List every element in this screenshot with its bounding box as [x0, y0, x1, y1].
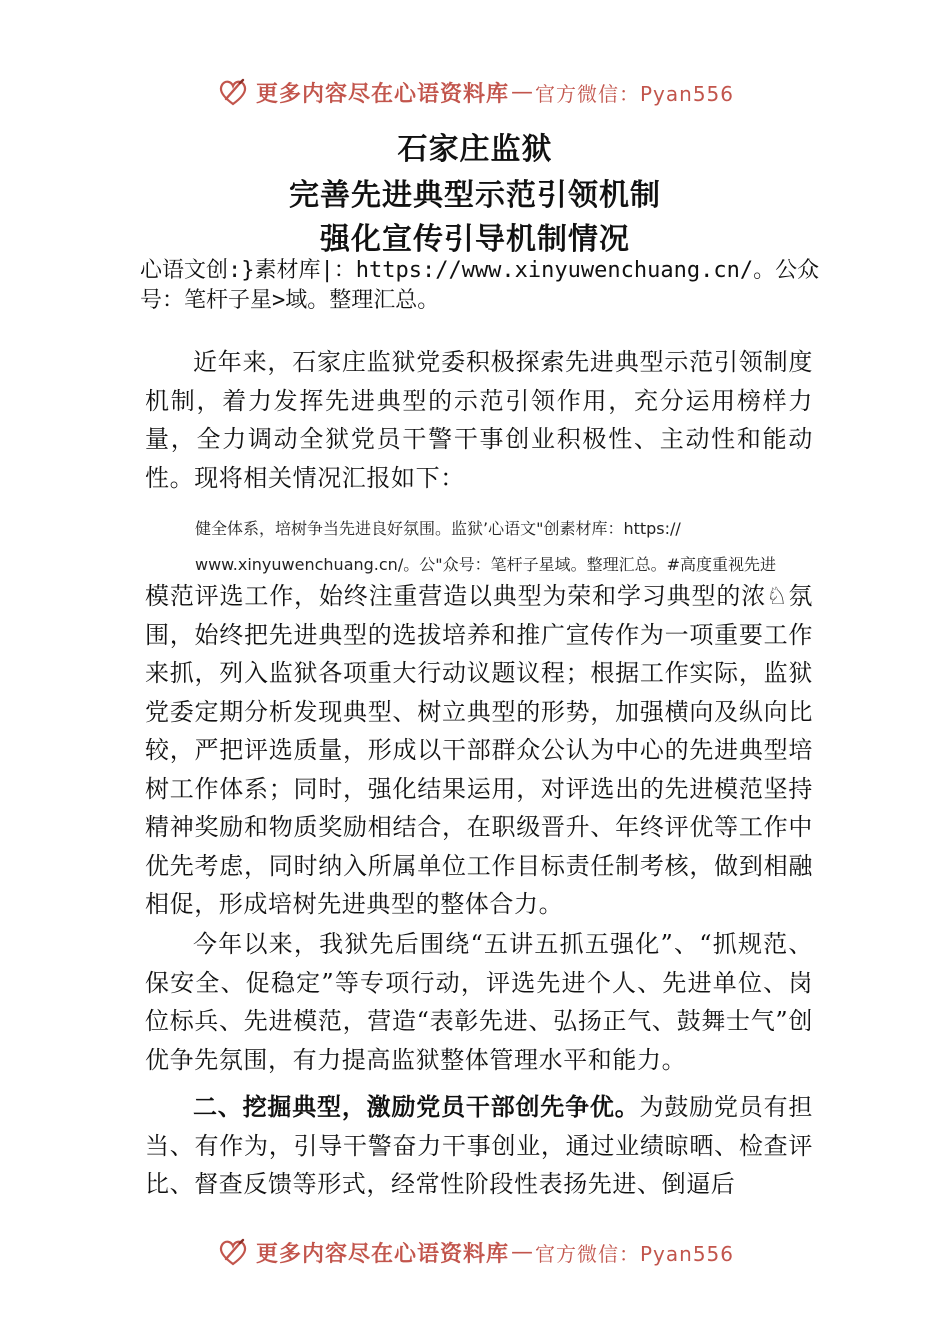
heart-pen-logo-icon: [216, 75, 250, 109]
heart-pen-logo-icon: [216, 1235, 250, 1269]
source-note: 心语文创:}素材库|：https://www.xinyuwenchuang.cn/。公众号：笔杆子星>域。整理汇总。: [140, 258, 820, 313]
watermark-brand: 更多内容尽在心语资料库: [255, 1241, 509, 1267]
document-title-line-1: 石家庄监狱: [397, 132, 553, 167]
section-2-body: 为鼓励党员有担当、有作为，引导干警奋力干事创业，通过业绩晾晒、检查评比、督查反馈等形式，经常性阶段性表扬先进、倒逼后: [145, 1093, 813, 1198]
section-1-body: 模范评选工作，始终注重营造以典型为荣和学习典型的浓♘氛围，始终把先进典型的选拔培养和推广宣传作为一项重要工作来抓，列入监狱各项重大行动议题议程；根据工作实际，监狱党委定期分析发现典型、树立典型的形势，加强横向及纵向比较，严把评选质量，形成以干部群众公认为中心的先进典型培树工作体系；同时，强化结果运用，对评选出的先进模范坚持精神奖励和物质奖励相结合，在职级晋升、年终评优等工作中优先考虑，同时纳入所属单位工作目标责任制考核，做到相融相促，形成培树先进典型的整体合力。: [145, 582, 813, 918]
section-1-extra-paragraph: 今年以来，我狱先后围绕“五讲五抓五强化”、“抓规范、保安全、促稳定”等专项行动，评选先进个人、先进单位、岗位标兵、先进模范，营造“表彰先进、弘扬正气、鼓舞士气”创优争先氛围，有力提高监狱整体管理水平和能力。: [145, 930, 813, 1074]
inserted-note-line-1: 健全体系，培树争当先进良好氛围。监狱’心语文"创素材库：https://: [195, 519, 681, 538]
inserted-note-line-2: www.xinyuwenchuang.cn/。公"众号：笔杆子星域。整理汇总。#高度重视先进: [195, 555, 776, 574]
watermark-separator: —: [511, 79, 533, 105]
header-watermark-banner: [0, 72, 950, 112]
watermark-contact: 官方微信：Pyan556: [535, 1241, 735, 1266]
document-title-line-2: 完善先进典型示范引领机制: [289, 178, 661, 213]
watermark-separator: —: [511, 1239, 533, 1265]
section-2-heading: 二、挖掘典型，激励党员干部创先争优。: [193, 1093, 640, 1121]
watermark-contact: 官方微信：Pyan556: [535, 81, 735, 106]
intro-paragraph: 近年来，石家庄监狱党委积极探索先进典型示范引领制度机制，着力发挥先进典型的示范引领作用，充分运用榜样力量，全力调动全狱党员干警干事创业积极性、主动性和能动性。现将相关情况汇报如下：: [145, 348, 813, 492]
section-2-paragraph: [145, 1088, 813, 1204]
footer-watermark-banner: [0, 1232, 950, 1272]
watermark-brand: 更多内容尽在心语资料库: [255, 81, 509, 107]
document-title-line-3: 强化宣传引导机制情况: [320, 222, 630, 257]
